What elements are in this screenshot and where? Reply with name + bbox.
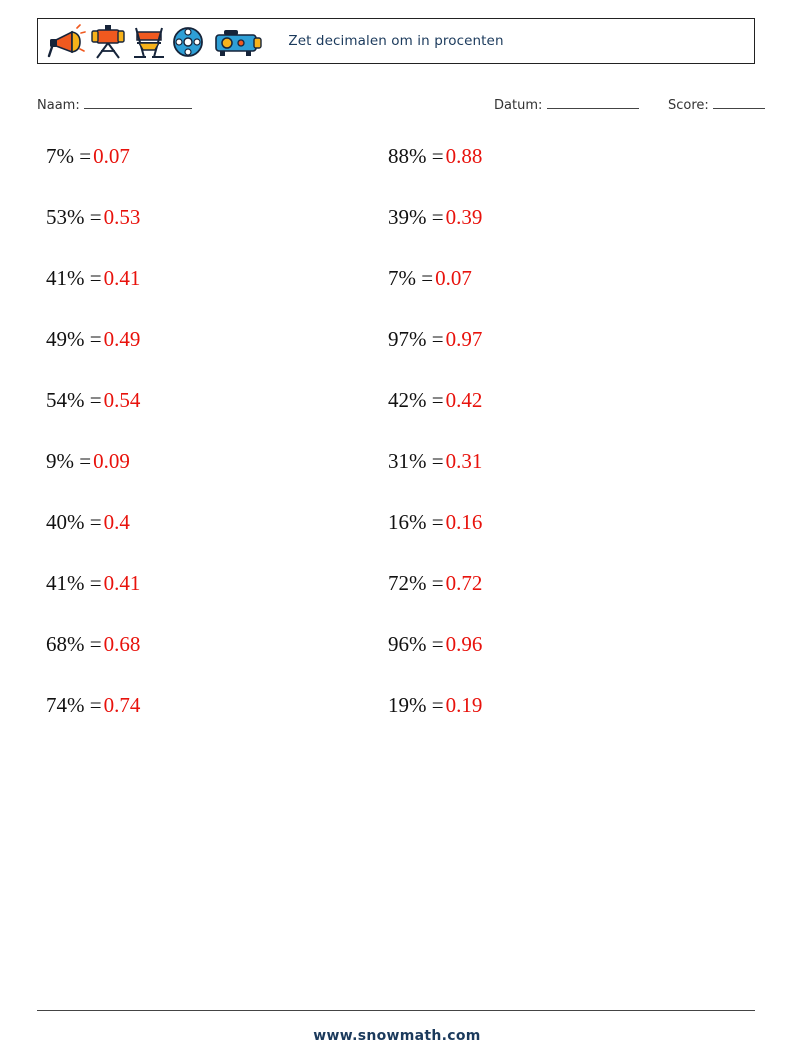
problem-question: 7% = bbox=[46, 144, 92, 168]
problem-question: 97% = bbox=[388, 327, 444, 351]
problem-row bbox=[388, 203, 718, 264]
date-blank bbox=[547, 96, 639, 109]
page-title: Zet decimalen om in procenten bbox=[288, 33, 504, 49]
footer-site-link[interactable]: www.snowmath.com bbox=[313, 1028, 481, 1044]
problem-row bbox=[388, 447, 718, 508]
problem-row bbox=[46, 691, 376, 752]
problem-answer: 0.39 bbox=[445, 205, 483, 229]
problem-row bbox=[46, 264, 376, 325]
problem-question: 96% = bbox=[388, 632, 444, 656]
problem-row bbox=[46, 203, 376, 264]
problem-column-right bbox=[388, 142, 718, 752]
problem-answer: 0.68 bbox=[103, 632, 141, 656]
problem-row bbox=[388, 386, 718, 447]
problem-row bbox=[46, 630, 376, 691]
name-blank bbox=[84, 96, 192, 109]
problem-row bbox=[46, 386, 376, 447]
problem-answer: 0.96 bbox=[445, 632, 483, 656]
name-field[interactable] bbox=[37, 96, 192, 113]
problem-answer: 0.74 bbox=[103, 693, 141, 717]
problem-answer: 0.07 bbox=[93, 144, 130, 168]
problem-answer: 0.41 bbox=[103, 571, 141, 595]
problem-question: 88% = bbox=[388, 144, 444, 168]
problem-row bbox=[388, 142, 718, 203]
footer-divider bbox=[37, 1010, 755, 1011]
problem-answer: 0.54 bbox=[103, 388, 141, 412]
score-blank bbox=[713, 96, 765, 109]
problem-question: 41% = bbox=[46, 571, 102, 595]
problem-row bbox=[388, 630, 718, 691]
problem-question: 49% = bbox=[46, 327, 102, 351]
problem-question: 72% = bbox=[388, 571, 444, 595]
problem-answer: 0.49 bbox=[103, 327, 141, 351]
problem-answer: 0.31 bbox=[445, 449, 483, 473]
problem-question: 16% = bbox=[388, 510, 444, 534]
date-field[interactable] bbox=[494, 96, 639, 113]
problem-answer: 0.42 bbox=[445, 388, 483, 412]
problem-question: 40% = bbox=[46, 510, 102, 534]
problem-answer: 0.88 bbox=[445, 144, 483, 168]
problem-answer: 0.4 bbox=[103, 510, 130, 534]
problem-answer: 0.07 bbox=[435, 266, 472, 290]
problem-answer: 0.97 bbox=[445, 327, 483, 351]
problem-answer: 0.09 bbox=[93, 449, 130, 473]
problem-question: 41% = bbox=[46, 266, 102, 290]
problem-row bbox=[388, 691, 718, 752]
problem-row bbox=[46, 508, 376, 569]
problem-answer: 0.72 bbox=[445, 571, 483, 595]
problem-row bbox=[46, 325, 376, 386]
problem-question: 9% = bbox=[46, 449, 92, 473]
problem-row bbox=[46, 142, 376, 203]
problem-question: 53% = bbox=[46, 205, 102, 229]
problem-row bbox=[388, 325, 718, 386]
score-label: Score: bbox=[668, 98, 709, 113]
worksheet-header bbox=[37, 18, 755, 64]
problem-answer: 0.41 bbox=[103, 266, 141, 290]
problem-question: 7% = bbox=[388, 266, 434, 290]
problem-question: 54% = bbox=[46, 388, 102, 412]
student-info-row bbox=[37, 96, 755, 116]
problem-answer: 0.53 bbox=[103, 205, 141, 229]
problem-row bbox=[46, 569, 376, 630]
score-field[interactable] bbox=[668, 96, 765, 113]
problem-question: 68% = bbox=[46, 632, 102, 656]
problem-row bbox=[388, 508, 718, 569]
date-label: Datum: bbox=[494, 98, 543, 113]
problem-question: 74% = bbox=[46, 693, 102, 717]
problem-area bbox=[0, 142, 794, 762]
problem-question: 19% = bbox=[388, 693, 444, 717]
problem-column-left bbox=[46, 142, 376, 752]
problem-row bbox=[46, 447, 376, 508]
problem-question: 31% = bbox=[388, 449, 444, 473]
problem-answer: 0.16 bbox=[445, 510, 483, 534]
problem-question: 42% = bbox=[388, 388, 444, 412]
name-label: Naam: bbox=[37, 98, 80, 113]
problem-question: 39% = bbox=[388, 205, 444, 229]
problem-row bbox=[388, 264, 718, 325]
problem-row bbox=[388, 569, 718, 630]
problem-answer: 0.19 bbox=[445, 693, 483, 717]
